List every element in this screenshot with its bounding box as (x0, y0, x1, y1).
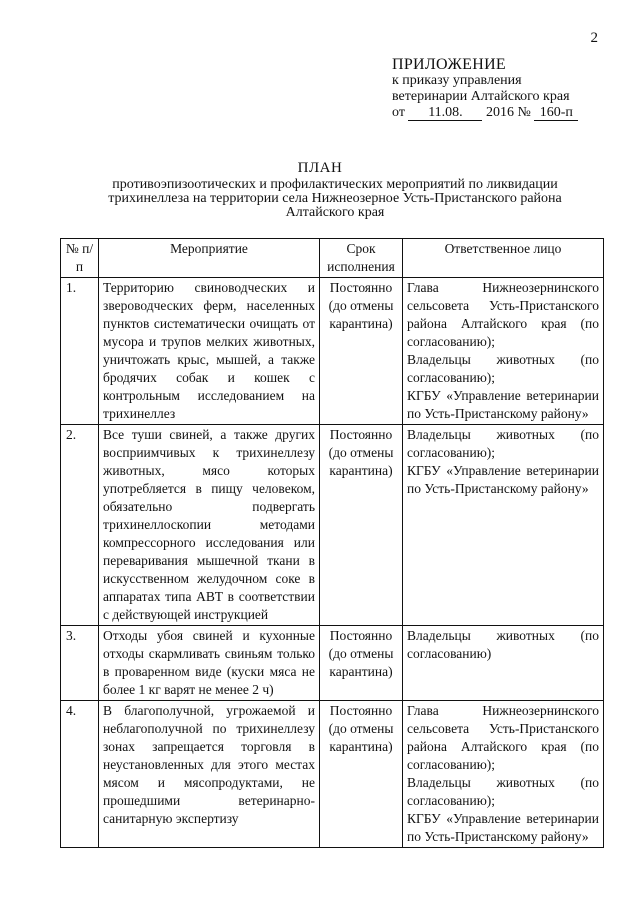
header-no: № п/п (61, 239, 99, 278)
row-responsible (403, 425, 604, 626)
appendix-line-1: к приказу управления (392, 73, 522, 88)
appendix-block (392, 57, 578, 121)
responsible-party: Владельцы животных (по согласованию) (407, 628, 599, 661)
row-responsible (403, 278, 604, 425)
header-term: Срок исполнения (320, 239, 403, 278)
table-row (61, 701, 604, 848)
row-event: Все туши свиней, а также других восприимчивых к трихинеллезу животных, мясо которых употребляется в пищу человеком, обязательно подвергать трихинеллоскопии методами компрессорного исследования или переваривания мышечной ткани в искусственном желудочном соке в аппаратах типа АВТ в соответствии с действующей инструкцией (99, 425, 320, 626)
table-row (61, 278, 604, 425)
measures-table (60, 238, 604, 848)
responsible-party: Владельцы животных (по согласованию); (407, 352, 599, 385)
page-number: 2 (590, 30, 598, 46)
responsible-party: КГБУ «Управление ветеринарии по Усть-Пристанскому району» (407, 463, 599, 496)
plan-subtitle: противоэпизоотических и профилактических мероприятий по ликвидации трихинеллеза на территории села Нижнеозерное Усть-Пристанского района Алтайского края (108, 177, 562, 220)
responsible-party: КГБУ «Управление ветеринарии по Усть-Пристанскому району» (407, 388, 599, 421)
responsible-party: Владельцы животных (по согласованию); (407, 775, 599, 808)
row-number: 1. (61, 278, 99, 425)
appendix-line-2: ветеринарии Алтайского края (392, 89, 570, 104)
responsible-party: Глава Нижнеозернинского сельсовета Усть-Пристанского района Алтайского края (по согласованию); (407, 280, 599, 349)
order-from: от (392, 105, 405, 120)
appendix-title: ПРИЛОЖЕНИЕ (392, 56, 507, 73)
row-term: Постоянно (до отмены карантина) (320, 278, 403, 425)
row-term: Постоянно (до отмены карантина) (320, 701, 403, 848)
plan-title: ПЛАН (297, 160, 343, 176)
row-number: 3. (61, 626, 99, 701)
row-number: 2. (61, 425, 99, 626)
row-responsible (403, 626, 604, 701)
table-row (61, 425, 604, 626)
order-date: 11.08. (408, 106, 482, 121)
table-row (61, 626, 604, 701)
responsible-party: Владельцы животных (по согласованию); (407, 427, 599, 460)
row-event: Отходы убоя свиней и кухонные отходы скармливать свиньям только в проваренном виде (куски мяса не более 1 кг варят не менее 2 ч) (99, 626, 320, 701)
responsible-party: КГБУ «Управление ветеринарии по Усть-Пристанскому району» (407, 811, 599, 844)
header-event: Мероприятие (99, 239, 320, 278)
row-term: Постоянно (до отмены карантина) (320, 425, 403, 626)
row-number: 4. (61, 701, 99, 848)
responsible-party: Глава Нижнеозернинского сельсовета Усть-Пристанского района Алтайского края (по согласованию); (407, 703, 599, 772)
order-number: 160-п (534, 106, 578, 121)
order-line (392, 105, 578, 121)
row-event: Территорию свиноводческих и звероводческих ферм, населенных пунктов систематически очищать от мусора и трупов мелких животных, уничтожать крыс, мышей, а также бродячих собак и кошек с контрольным исследованием на трихинеллез (99, 278, 320, 425)
row-event: В благополучной, угрожаемой и неблагополучной по трихинеллезу зонах запрещается торговля в неустановленных для этого местах мясом и мясопродуктами, не прошедшими ветеринарно-санитарную экспертизу (99, 701, 320, 848)
row-responsible (403, 701, 604, 848)
row-term: Постоянно (до отмены карантина) (320, 626, 403, 701)
table-header-row (61, 239, 604, 278)
order-year-no: 2016 № (485, 105, 531, 120)
header-responsible: Ответственное лицо (403, 239, 604, 278)
